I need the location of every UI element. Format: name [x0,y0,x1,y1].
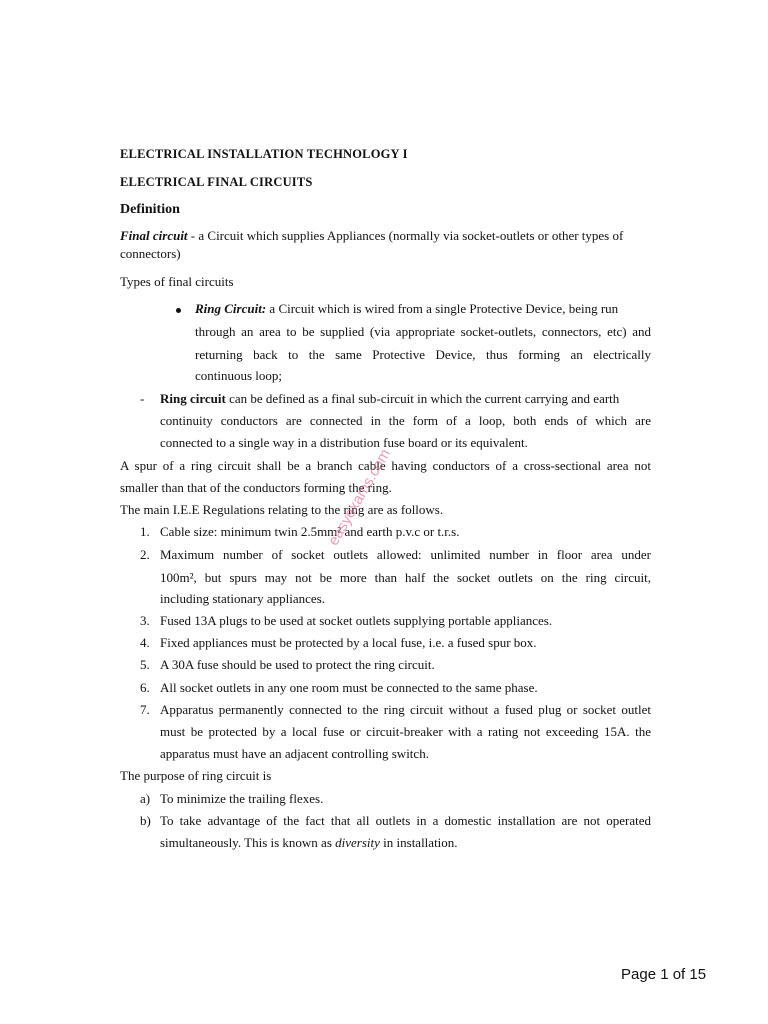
watermark: easyexams.com [325,446,394,549]
ring-bullet-text: a Circuit which is wired from a single Protective Device, being run [266,301,619,316]
dash-marker: - [140,391,145,406]
regulation-text: A 30A fuse should be used to protect the ring circuit. [160,657,435,672]
purpose-text: To take advantage of the fact that all outlets in a domestic installation are not operated [160,813,651,828]
ring-bullet-line3: returning back to the same Protective Device, thus forming an electrically [195,347,651,362]
ring-bullet-term: Ring Circuit: [195,301,267,316]
final-circuit-line2: connectors) [120,246,181,261]
purpose-text-pre: simultaneously. This is known as [160,835,336,850]
regulation-number: 2. [140,547,150,562]
regulation-text: 100m², but spurs may not be more than half the socket outlets on the ring circuit, [160,570,651,585]
regulation-text: Fixed appliances must be protected by a local fuse, i.e. a fused spur box. [160,635,537,650]
regulations-intro: The main I.E.E Regulations relating to the ring are as follows. [120,502,444,517]
spur-line1: A spur of a ring circuit shall be a branch cable having conductors of a cross-sectional area not [120,458,651,473]
final-circuit-line1 [120,225,623,247]
regulation-text: Cable size: minimum twin 2.5mm² and earth p.v.c or t.r.s. [160,524,460,539]
diversity-term: diversity [335,835,380,850]
regulation-number: 6. [140,680,150,695]
final-circuit-text: - a Circuit which supplies Appliances (normally via socket-outlets or other types of [187,228,624,243]
spur-line2: smaller than that of the conductors forming the ring. [120,480,392,495]
final-circuit-term: Final circuit [120,228,188,243]
types-label: Types of final circuits [120,274,234,289]
ring-bullet-line4: continuous loop; [195,368,283,383]
regulation-text: including stationary appliances. [160,591,325,606]
regulation-text: All socket outlets in any one room must be connected to the same phase. [160,680,538,695]
ring-bullet-line1 [195,298,618,320]
heading-course: ELECTRICAL INSTALLATION TECHNOLOGY I [120,147,408,161]
regulation-text: apparatus must have an adjacent controlling switch. [160,746,429,761]
purpose-marker: b) [140,813,151,828]
purpose-label: The purpose of ring circuit is [120,768,272,783]
regulation-number: 3. [140,613,150,628]
purpose-marker: a) [140,791,151,806]
regulation-number: 4. [140,635,150,650]
page-number: Page 1 of 15 [621,966,707,983]
heading-section: ELECTRICAL FINAL CIRCUITS [120,175,313,189]
regulation-text: must be protected by a local fuse or circuit-breaker with a rating not exceeding 15A. the [160,724,651,739]
bullet-icon [176,308,181,313]
regulation-text: Maximum number of socket outlets allowed: unlimited number in floor area under [160,547,651,562]
ring-dash-line1 [160,388,619,410]
regulation-text: Fused 13A plugs to be used at socket outlets supplying portable appliances. [160,613,553,628]
regulation-number: 5. [140,657,150,672]
purpose-text-post: in installation. [379,835,458,850]
ring-dash-text: can be defined as a final sub-circuit in which the current carrying and earth [225,391,620,406]
definition-title: Definition [120,202,180,217]
ring-dash-line3: connected to a single way in a distribution fuse board or its equivalent. [160,435,528,450]
purpose-text: To minimize the trailing flexes. [160,791,324,806]
regulation-number: 1. [140,524,150,539]
purpose-text-line2 [160,832,458,854]
ring-bullet-line2: through an area to be supplied (via appropriate socket-outlets, connectors, etc) and [195,324,651,339]
regulation-number: 7. [140,702,150,717]
ring-dash-line2: continuity conductors are connected in the form of a loop, both ends of which are [160,413,651,428]
regulation-text: Apparatus permanently connected to the ring circuit without a fused plug or socket outlet [160,702,651,717]
ring-dash-term: Ring circuit [160,391,226,406]
